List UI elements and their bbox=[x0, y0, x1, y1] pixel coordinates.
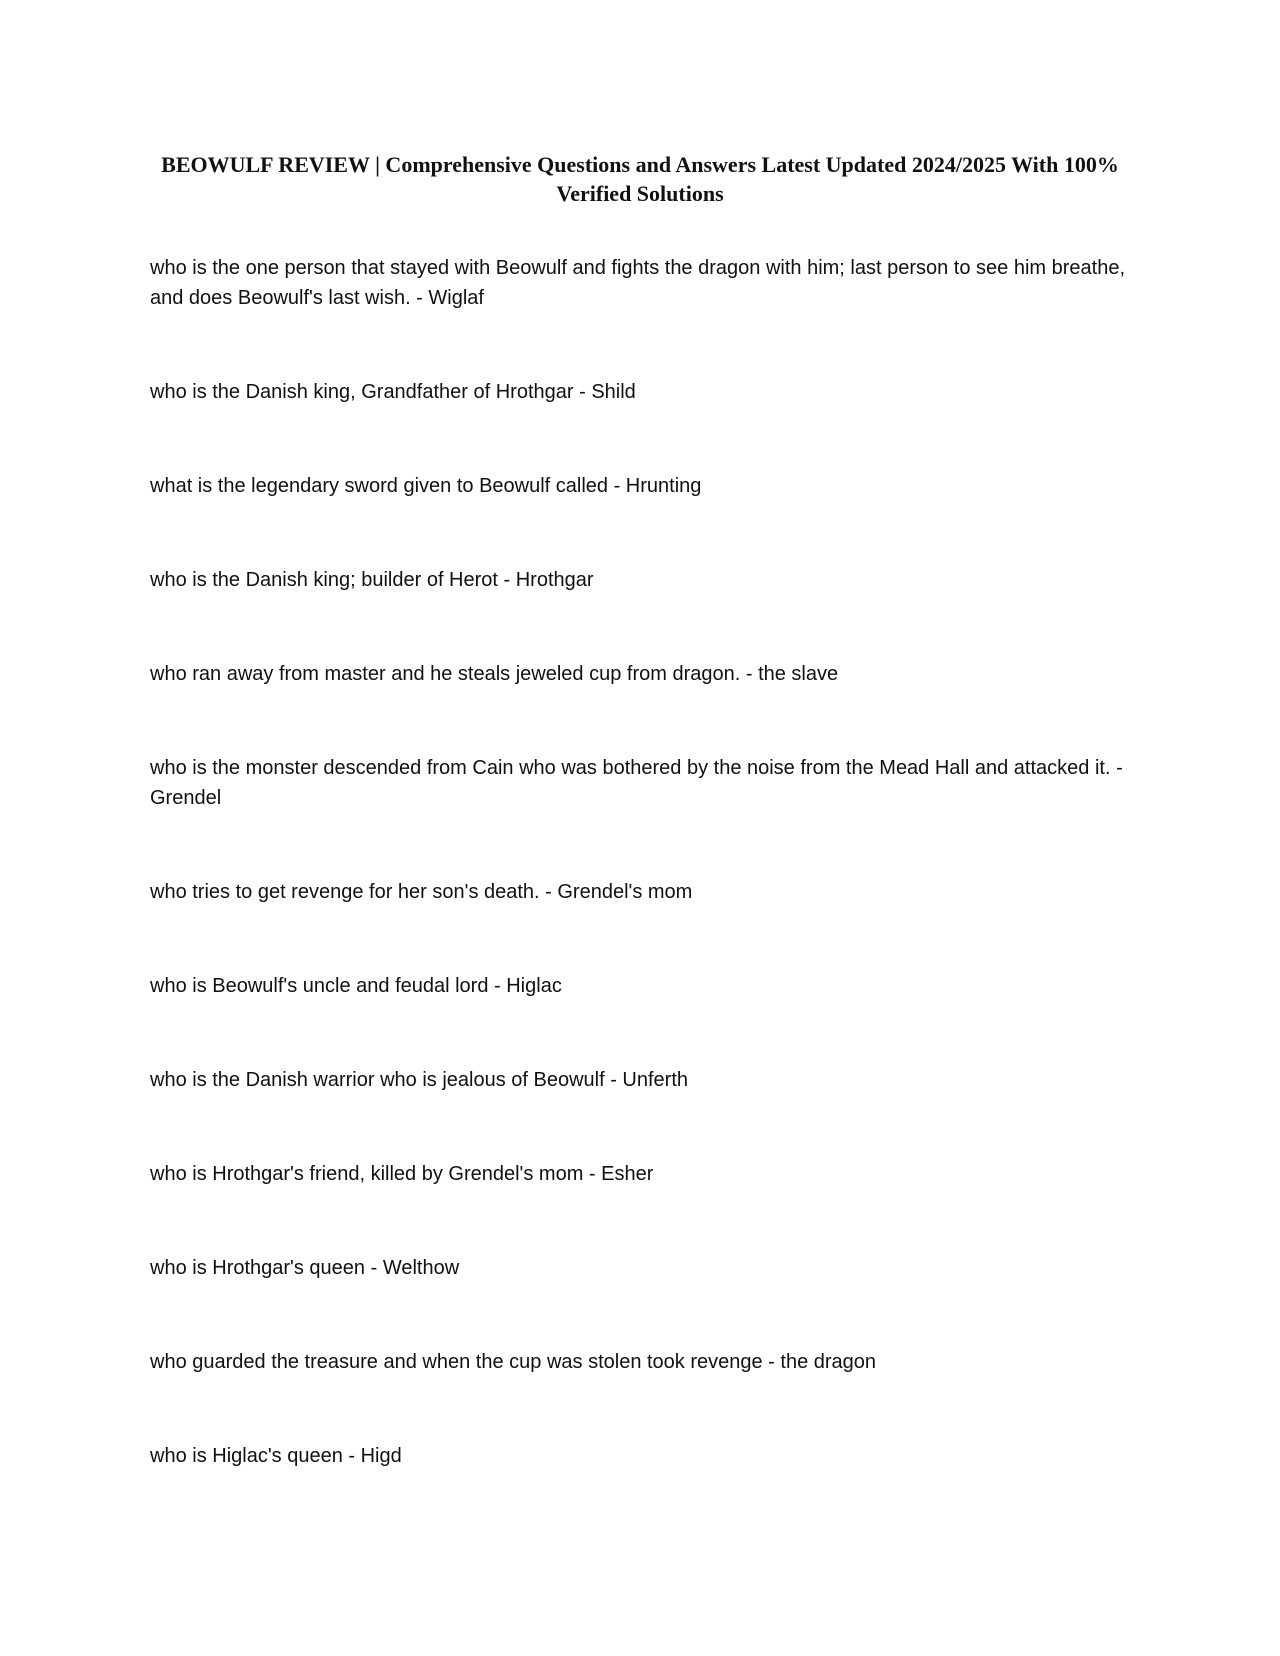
qa-item: who is the one person that stayed with Beowulf and fights the dragon with him; last person to see him breathe, and does Beowulf's last wish. - Wiglaf bbox=[150, 257, 1126, 309]
qa-item: who is Higlac's queen - Higd bbox=[150, 1445, 402, 1467]
qa-item: who is the Danish king, Grandfather of Hrothgar - Shild bbox=[150, 381, 636, 403]
qa-list bbox=[150, 253, 1130, 1535]
qa-item: who is the Danish warrior who is jealous of Beowulf - Unferth bbox=[150, 1069, 689, 1091]
document-title: BEOWULF REVIEW | Comprehensive Questions and Answers Latest Updated 2024/2025 With 100% Verified Solutions bbox=[161, 152, 1119, 206]
qa-item: who guarded the treasure and when the cup was stolen took revenge - the dragon bbox=[150, 1351, 877, 1373]
qa-item: who is Hrothgar's friend, killed by Grendel's mom - Esher bbox=[150, 1163, 654, 1185]
qa-item: what is the legendary sword given to Beowulf called - Hrunting bbox=[150, 475, 702, 497]
qa-item: who ran away from master and he steals jeweled cup from dragon. - the slave bbox=[150, 663, 839, 685]
qa-item: who is the monster descended from Cain who was bothered by the noise from the Mead Hall and attacked it. - Grendel bbox=[150, 757, 1123, 809]
qa-item: who is Hrothgar's queen - Welthow bbox=[150, 1257, 460, 1279]
qa-item: who tries to get revenge for her son's death. - Grendel's mom bbox=[150, 881, 693, 903]
qa-item: who is Beowulf's uncle and feudal lord - Higlac bbox=[150, 975, 562, 997]
qa-item: who is the Danish king; builder of Herot - Hrothgar bbox=[150, 569, 594, 591]
